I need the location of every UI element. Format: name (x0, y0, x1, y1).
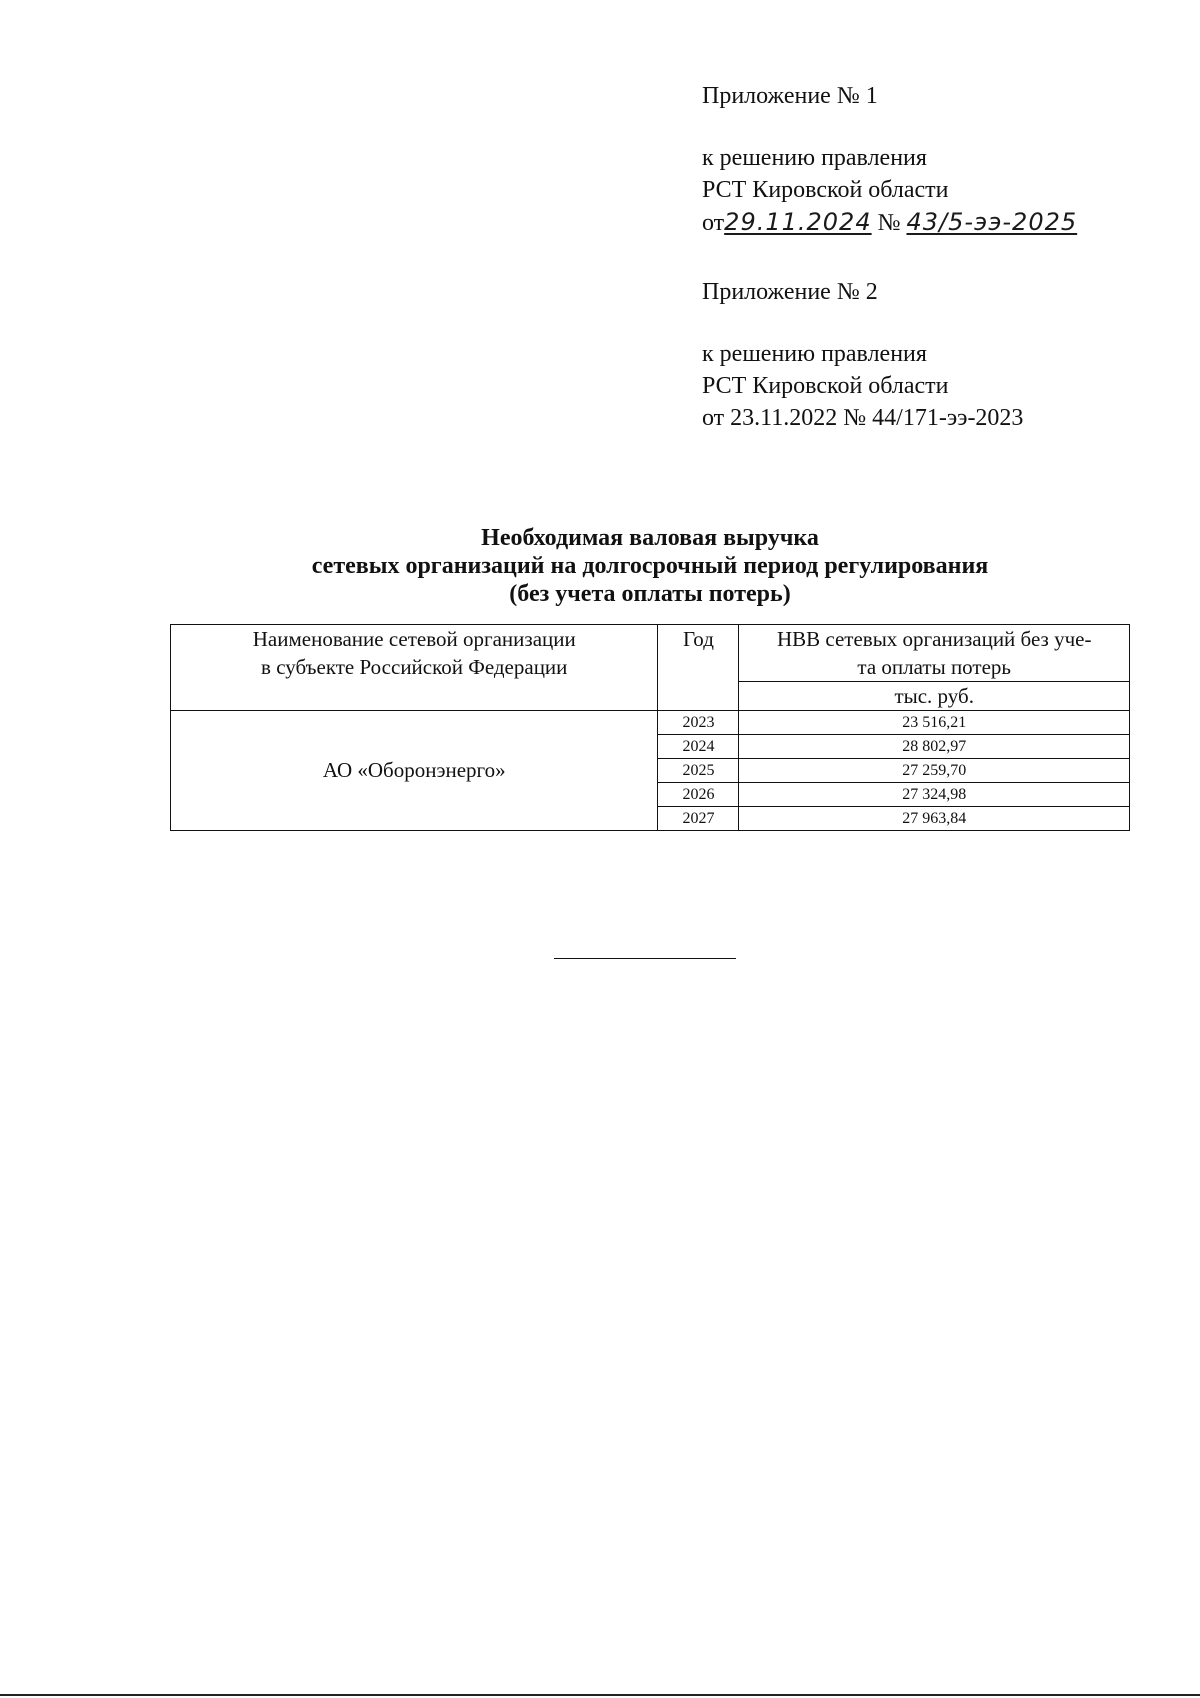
header-nvv: НВВ сетевых организаций без уче- та оплаты потерь (739, 625, 1130, 682)
table-row (171, 711, 1130, 735)
from-prefix: от (702, 210, 725, 236)
handwritten-date: 29.11.2024 (724, 208, 872, 236)
appendix-2-authority-line: РСТ Кировской области (702, 373, 949, 399)
separator-line (554, 958, 736, 959)
nvv-value-cell: 28 802,97 (739, 735, 1130, 759)
year-cell: 2024 (658, 735, 739, 759)
appendix-1-decision-line: к решению правления (702, 145, 927, 171)
nvv-value-cell: 23 516,21 (739, 711, 1130, 735)
nvv-value-cell: 27 963,84 (739, 807, 1130, 831)
handwritten-number: 43/5-ээ-2025 (906, 208, 1078, 236)
title-line-2: сетевых организаций на долгосрочный период регулирования (311, 553, 989, 579)
appendix-2-decision-line: к решению правления (702, 341, 927, 367)
title-line-1: Необходимая валовая выручка (481, 525, 819, 551)
appendix-2-date-number-line: от 23.11.2022 № 44/171-ээ-2023 (702, 405, 1024, 431)
nvv-value-cell: 27 259,70 (739, 759, 1130, 783)
header-organization-name: Наименование сетевой организации в субъекте Российской Федерации (171, 625, 658, 711)
title-line-3: (без учета оплаты потерь) (509, 581, 791, 607)
appendix-2-block (702, 276, 1023, 434)
number-prefix: № (877, 210, 901, 236)
appendix-2-heading: Приложение № 2 (702, 279, 878, 305)
page-bottom-rule (0, 1694, 1200, 1696)
appendix-1-block (702, 80, 1137, 239)
year-cell: 2026 (658, 783, 739, 807)
appendix-1-authority-line: РСТ Кировской области (702, 177, 949, 203)
year-cell: 2027 (658, 807, 739, 831)
appendix-1-date-number-line (702, 206, 1137, 239)
appendix-1-heading: Приложение № 1 (702, 83, 878, 109)
year-cell: 2023 (658, 711, 739, 735)
header-year: Год (658, 625, 739, 711)
header-unit: тыс. руб. (739, 682, 1130, 711)
organization-name-cell: АО «Оборонэнерго» (171, 711, 658, 831)
document-title (170, 524, 1130, 608)
year-cell: 2025 (658, 759, 739, 783)
nvv-table (170, 624, 1130, 831)
nvv-value-cell: 27 324,98 (739, 783, 1130, 807)
